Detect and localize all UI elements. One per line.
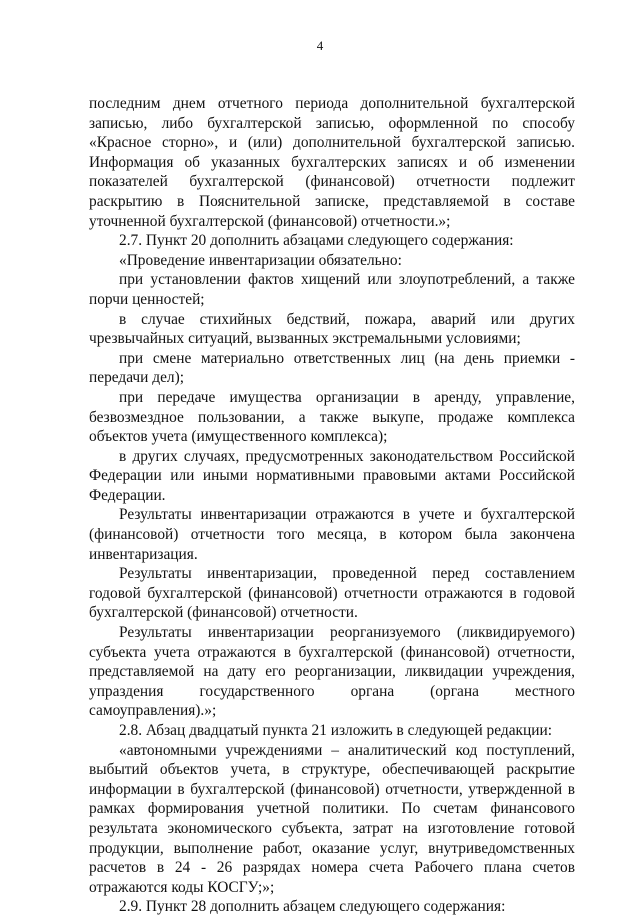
paragraph: 2.8. Абзац двадцатый пункта 21 изложить в следующей редакции:	[119, 722, 553, 739]
paragraph: «Проведение инвентаризации обязательно:	[119, 251, 402, 269]
page-number: 4	[316, 38, 324, 53]
paragraph: при установлении фактов хищений или злоупотреблений, а также порчи ценностей;	[89, 271, 575, 308]
paragraph: при передаче имущества организации в аренду, управление, безвозмездное пользовании, а также выкупе, продаже комплекса объектов учета (имущественного комплекса);	[89, 388, 575, 446]
paragraph: последним днем отчетного периода дополнительной бухгалтерской записью, либо бухгалтерской записью, оформленной по способу «Красное сторно», и (или) дополнительной бухгалтерской записью. Информация об указанных бухгалтерских записях и об изменении показателей бухгалтерской (финансовой) отчетности подлежит раскрытию в Пояснительной записке, представляемой в составе уточненной бухгалтерской (финансовой) отчетности.»;	[89, 95, 575, 230]
paragraph: 2.9. Пункт 28 дополнить абзацем следующего содержания:	[119, 898, 506, 916]
paragraph: в других случаях, предусмотренных законодательством Российской Федерации или иными нормативными правовыми актами Российской Федерации.	[89, 447, 575, 504]
paragraph: Результаты инвентаризации реорганизуемого (ликвидируемого) субъекта учета отражаются в бухгалтерской (финансовой) отчетности, представляемой на дату его реорганизации, ликвидации учреждения, упраздения государственного органа (органа местного самоуправления).»;	[89, 624, 575, 720]
paragraph: Результаты инвентаризации отражаются в учете и бухгалтерской (финансовой) отчетности того месяца, в котором была закончена инвентаризация.	[89, 506, 575, 563]
paragraph: в случае стихийных бедствий, пожара, аварий или других чрезвычайных ситуаций, вызванных экстремальными условиями;	[89, 310, 575, 348]
document-body	[89, 94, 575, 917]
paragraph: при смене материально ответственных лиц (на день приемки - передачи дел);	[89, 349, 575, 387]
paragraph: 2.7. Пункт 20 дополнить абзацами следующего содержания:	[119, 232, 514, 250]
paragraph: «автономными учреждениями – аналитический код поступлений, выбытий объектов учета, в структуре, обеспечивающей раскрытие информации в бухгалтерской (финансовой) отчетности, утвержденной в рамках формирования учетной политики. По счетам финансового результата экономического субъекта, затрат на изготовление готовой продукции, выполнение работ, оказание услуг, внутриведомственных расчетов в 24 - 26 разрядах номера счета Рабочего плана счетов отражаются коды КОСГУ;»;	[89, 741, 575, 896]
paragraph: Результаты инвентаризации, проведенной перед составлением годовой бухгалтерской (финансовой) отчетности отражаются в годовой бухгалтерской (финансовой) отчетности.	[89, 565, 575, 622]
